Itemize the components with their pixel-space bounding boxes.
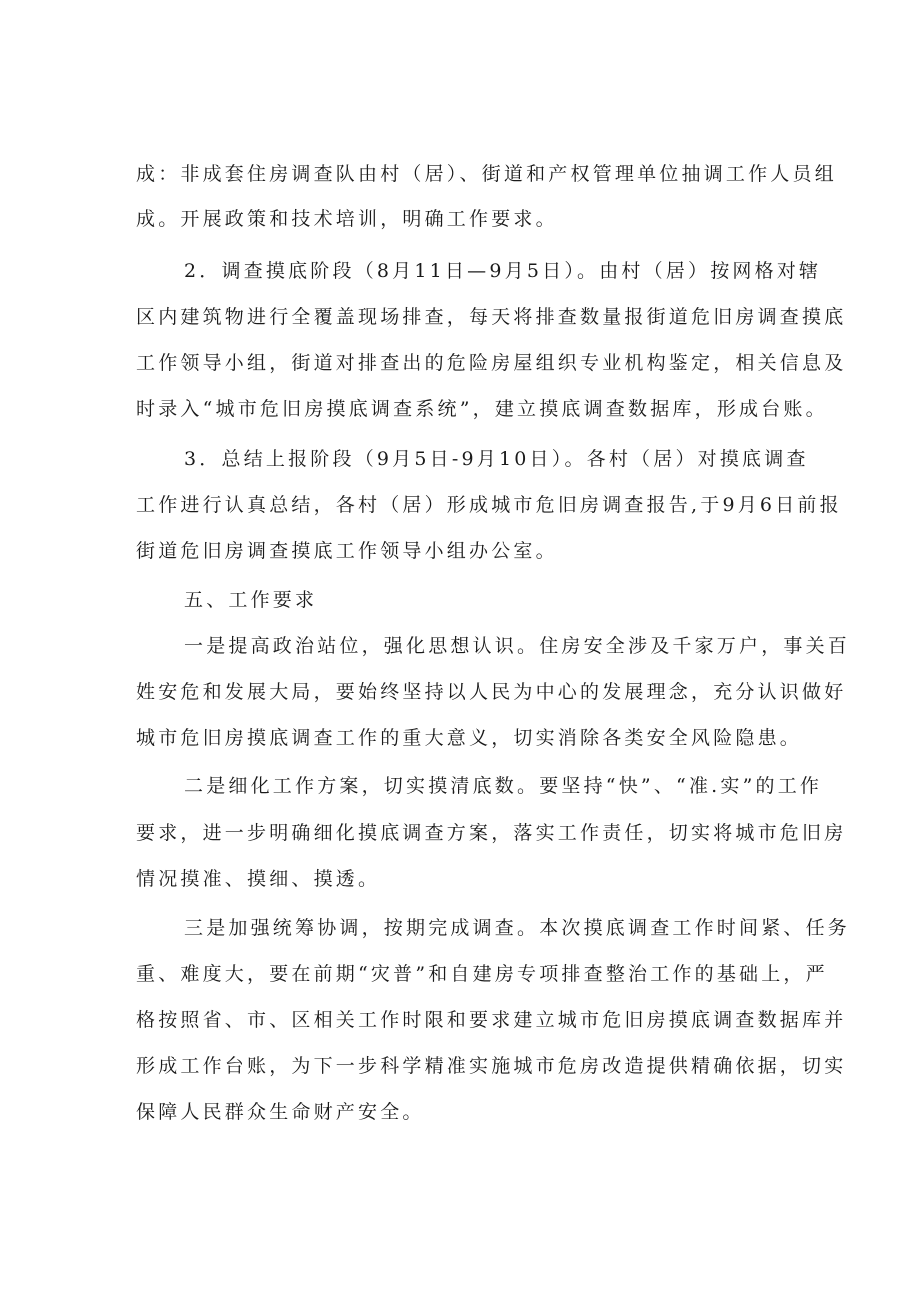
text-line: 街道危旧房调查摸底工作领导小组办公室。 — [136, 540, 558, 562]
text-line: 一是提高政治站位，强化思想认识。住房安全涉及千家万户，事关百 — [184, 635, 851, 657]
text-line: 要求，进一步明确细化摸底调查方案，落实工作责任，切实将城市危旧房 — [136, 822, 847, 844]
text-line: 区内建筑物进行全覆盖现场排查，每天将排查数量报街道危旧房调查摸底 — [136, 306, 847, 328]
text-line: 格按照省、市、区相关工作时限和要求建立城市危旧房摸底调查数据库并 — [136, 1009, 847, 1031]
text-line: 时录入“城市危旧房摸底调查系统”，建立摸底调查数据库，形成台账。 — [136, 398, 828, 420]
text-line: 姓安危和发展大局，要始终坚持以人民为中心的发展理念，充分认识做好 — [136, 681, 847, 703]
text-line: 情况摸准、摸细、摸透。 — [136, 868, 381, 890]
text-line: 重、难度大，要在前期“灾普”和自建房专项排查整治工作的基础上，严 — [136, 963, 828, 985]
text-line: 保障人民群众生命财产安全。 — [136, 1101, 425, 1123]
text-line: 2．调查摸底阶段（8月11日—9月5日）。由村（居）按网格对辖 — [184, 260, 822, 282]
text-line: 成。开展政策和技术培训，明确工作要求。 — [136, 208, 558, 230]
section-heading: 五、工作要求 — [184, 589, 318, 611]
text-line: 成：非成套住房调查队由村（居）、街道和产权管理单位抽调工作人员组 — [136, 163, 837, 185]
text-line: 工作进行认真总结，各村（居）形成城市危旧房调查报告,于9月6日前报 — [136, 494, 842, 516]
text-line: 三是加强统筹协调，按期完成调查。本次摸底调查工作时间紧、任务 — [184, 917, 851, 939]
text-line: 3．总结上报阶段（9月5日-9月10日）。各村（居）对摸底调查 — [184, 448, 809, 470]
text-line: 形成工作台账，为下一步科学精准实施城市危房改造提供精确依据，切实 — [136, 1055, 847, 1077]
text-line: 城市危旧房摸底调查工作的重大意义，切实消除各类安全风险隐患。 — [136, 727, 803, 749]
text-line: 二是细化工作方案，切实摸清底数。要坚持“快”、“准.实”的工作 — [184, 775, 823, 797]
text-line: 工作领导小组，街道对排查出的危险房屋组织专业机构鉴定，相关信息及 — [136, 352, 847, 374]
